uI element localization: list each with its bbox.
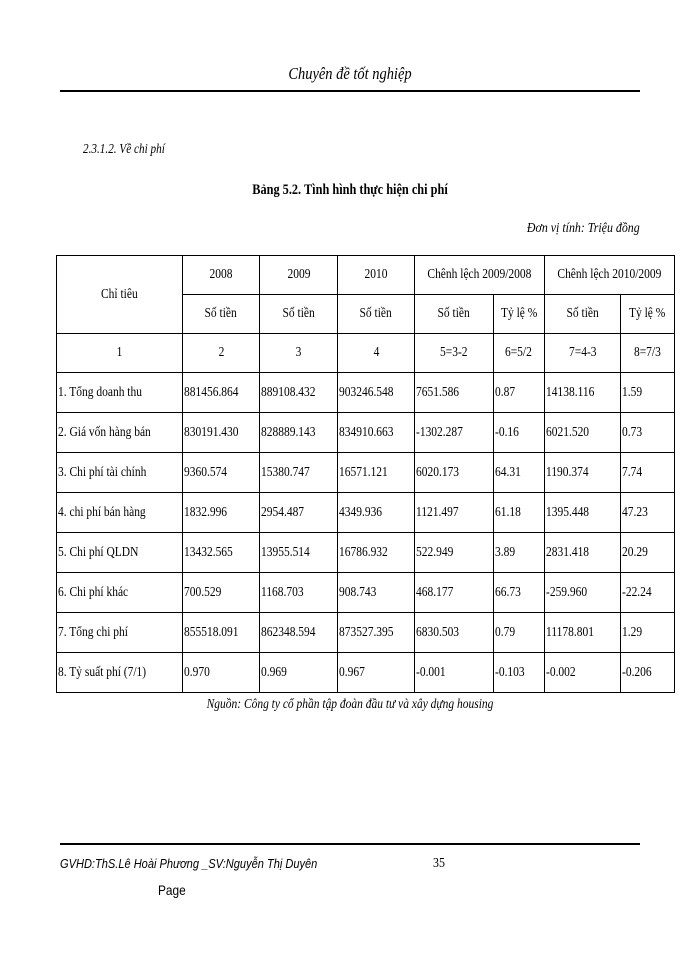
table-cell: 0.73: [621, 413, 674, 453]
row-label: 6. Chi phí khác: [57, 573, 183, 613]
row-label: 7. Tổng chi phí: [57, 613, 183, 653]
cost-table: [56, 255, 675, 693]
unit-note: Đơn vị tính: Triệu đồng: [527, 221, 640, 236]
table-cell: -1302.287: [415, 413, 494, 453]
table-cell: 834910.663: [338, 413, 415, 453]
table-cell: -0.103: [493, 653, 544, 693]
table-cell: 2831.418: [544, 533, 621, 573]
header-amount: Số tiền: [544, 295, 621, 334]
table-cell: 7651.586: [415, 373, 494, 413]
table-cell: 0.79: [493, 613, 544, 653]
footer-author: GVHD:ThS.Lê Hoài Phương _SV:Nguyễn Thị Duyên: [60, 856, 318, 871]
table-cell: 0.970: [183, 653, 260, 693]
table-cell: 522.949: [415, 533, 494, 573]
table-cell: -0.002: [544, 653, 621, 693]
table-cell: 873527.395: [338, 613, 415, 653]
header-year-2010: 2010: [338, 256, 415, 295]
table-cell: 47.23: [621, 493, 674, 533]
page-number: 35: [433, 856, 445, 871]
index-cell: 8=7/3: [621, 334, 674, 373]
table-cell: 908.743: [338, 573, 415, 613]
index-cell: 5=3-2: [415, 334, 494, 373]
table-row: [57, 653, 675, 693]
table-cell: 1.29: [621, 613, 674, 653]
table-cell: 855518.091: [183, 613, 260, 653]
table-cell: 0.969: [260, 653, 338, 693]
table-cell: 7.74: [621, 453, 674, 493]
table-cell: 66.73: [493, 573, 544, 613]
index-cell: 2: [183, 334, 260, 373]
table-cell: -0.16: [493, 413, 544, 453]
header-amount: Số tiền: [338, 295, 415, 334]
header-ratio: Tỷ lệ %: [493, 295, 544, 334]
table-cell: 13955.514: [260, 533, 338, 573]
table-cell: 14138.116: [544, 373, 621, 413]
table-row: [57, 613, 675, 653]
table-cell: 64.31: [493, 453, 544, 493]
table-cell: 468.177: [415, 573, 494, 613]
table-cell: 6020.173: [415, 453, 494, 493]
table-cell: 2954.487: [260, 493, 338, 533]
page-header-title: Chuyên đề tốt nghiệp: [288, 64, 412, 83]
header-ratio: Tỷ lệ %: [621, 295, 674, 334]
table-cell: 20.29: [621, 533, 674, 573]
index-cell: 4: [338, 334, 415, 373]
table-cell: 0.967: [338, 653, 415, 693]
table-row: [57, 453, 675, 493]
table-cell: 16786.932: [338, 533, 415, 573]
table-row: [57, 573, 675, 613]
header-amount: Số tiền: [183, 295, 260, 334]
row-label: 1. Tổng doanh thu: [57, 373, 183, 413]
header-diff-2010-2009: Chênh lệch 2010/2009: [544, 256, 674, 295]
header-diff-2009-2008: Chênh lệch 2009/2008: [415, 256, 545, 295]
table-cell: 700.529: [183, 573, 260, 613]
table-cell: 0.87: [493, 373, 544, 413]
row-label: 2. Giá vốn hàng bán: [57, 413, 183, 453]
header-indicator: Chỉ tiêu: [57, 256, 183, 334]
table-cell: 1832.996: [183, 493, 260, 533]
table-cell: 862348.594: [260, 613, 338, 653]
header-amount: Số tiền: [260, 295, 338, 334]
table-cell: 15380.747: [260, 453, 338, 493]
footer-divider: [60, 843, 640, 845]
table-cell: 13432.565: [183, 533, 260, 573]
table-cell: 828889.143: [260, 413, 338, 453]
table-row: [57, 373, 675, 413]
table-cell: 6830.503: [415, 613, 494, 653]
row-label: 4. chi phí bán hàng: [57, 493, 183, 533]
table-cell: 1190.374: [544, 453, 621, 493]
section-heading: 2.3.1.2. Về chi phí: [83, 142, 165, 157]
header-divider: [60, 90, 640, 92]
page-label: Page: [158, 882, 186, 898]
table-cell: 16571.121: [338, 453, 415, 493]
table-cell: -0.001: [415, 653, 494, 693]
table-cell: 3.89: [493, 533, 544, 573]
table-row: [57, 413, 675, 453]
table-cell: 889108.432: [260, 373, 338, 413]
table-row: [57, 533, 675, 573]
table-cell: 6021.520: [544, 413, 621, 453]
header-year-2008: 2008: [183, 256, 260, 295]
table-cell: 1168.703: [260, 573, 338, 613]
table-cell: -0.206: [621, 653, 674, 693]
table-title: Bảng 5.2. Tình hình thực hiện chi phí: [252, 182, 448, 198]
table-cell: 61.18: [493, 493, 544, 533]
index-cell: 3: [260, 334, 338, 373]
table-cell: -259.960: [544, 573, 621, 613]
table-cell: 4349.936: [338, 493, 415, 533]
index-row: [57, 334, 675, 373]
table-cell: 1.59: [621, 373, 674, 413]
index-cell: 7=4-3: [544, 334, 621, 373]
source-note: Nguồn: Công ty cổ phần tập đoàn đầu tư và xây dựng housing: [206, 697, 494, 712]
table-cell: 881456.864: [183, 373, 260, 413]
table-cell: 1395.448: [544, 493, 621, 533]
table-cell: 9360.574: [183, 453, 260, 493]
table-row: [57, 493, 675, 533]
index-cell: 6=5/2: [493, 334, 544, 373]
table-cell: 903246.548: [338, 373, 415, 413]
header-year-2009: 2009: [260, 256, 338, 295]
table-cell: -22.24: [621, 573, 674, 613]
header-amount: Số tiền: [415, 295, 494, 334]
row-label: 5. Chi phí QLDN: [57, 533, 183, 573]
table-cell: 830191.430: [183, 413, 260, 453]
table-cell: 1121.497: [415, 493, 494, 533]
index-cell: 1: [57, 334, 183, 373]
row-label: 8. Tỷ suất phí (7/1): [57, 653, 183, 693]
table-cell: 11178.801: [544, 613, 621, 653]
row-label: 3. Chi phí tài chính: [57, 453, 183, 493]
